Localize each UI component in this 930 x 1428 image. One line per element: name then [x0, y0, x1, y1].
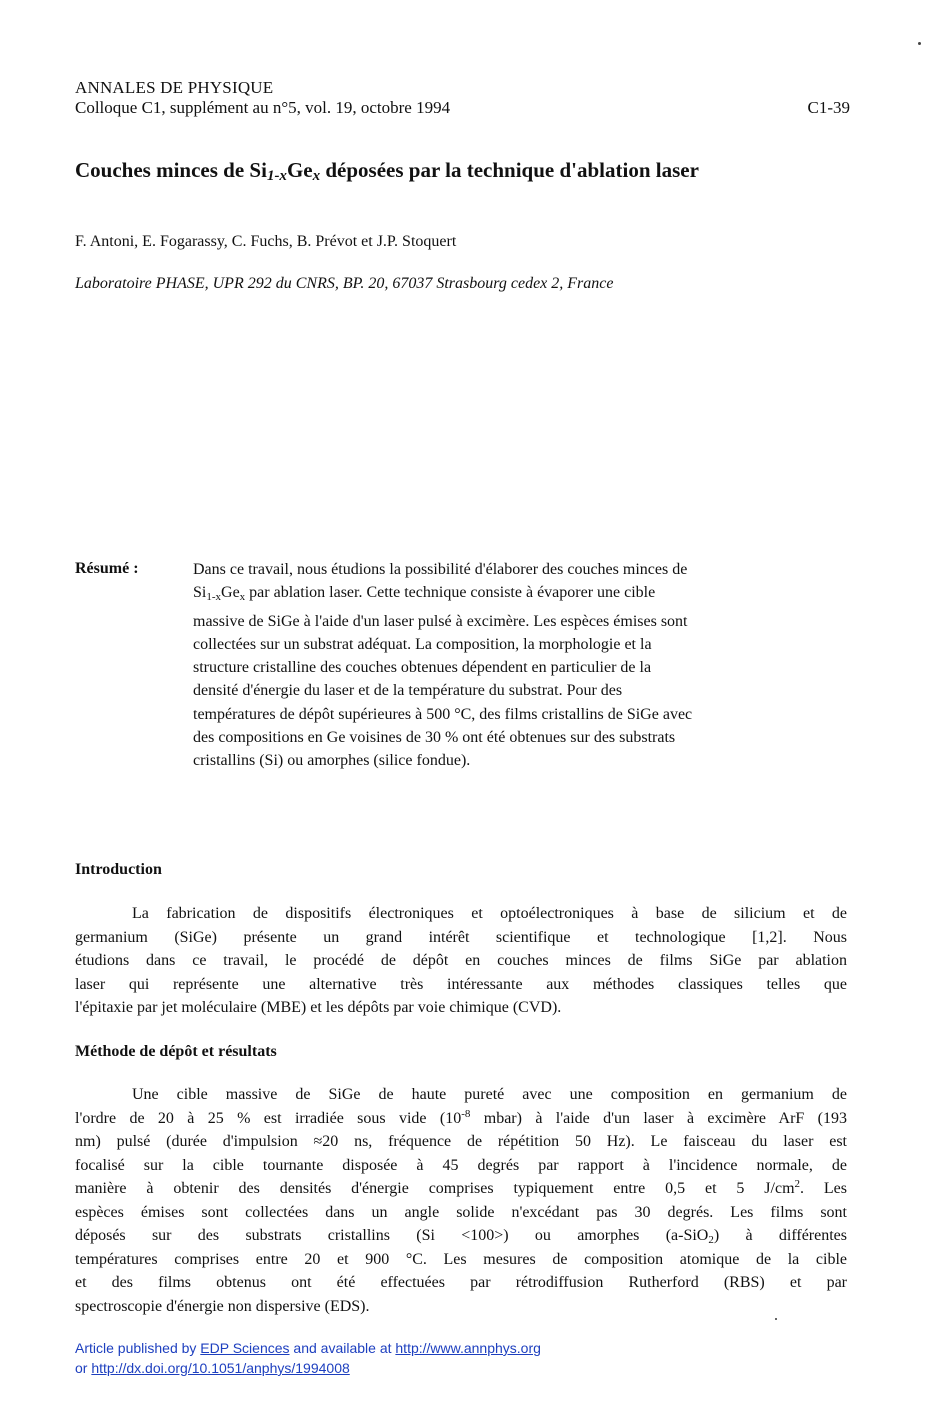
footer-line-2	[75, 1358, 541, 1378]
line-part: déposés sur des substrats cristallins (Si <100>) ou amorphes (a-SiO	[75, 1227, 709, 1244]
title-part-si: Couches minces de Si	[75, 158, 267, 182]
paper-title	[75, 158, 855, 189]
publication-footer	[75, 1338, 541, 1378]
page-number: C1-39	[807, 98, 850, 117]
abstract-line: des compositions en Ge voisines de 30 % ont été obtenues sur des substrats	[193, 729, 676, 747]
abstract-line: collectées sur un substrat adéquat. La composition, la morphologie et la	[193, 635, 652, 653]
doi-link[interactable]: http://dx.doi.org/10.1051/anphys/1994008	[91, 1360, 350, 1376]
paragraph-line: La fabrication de dispositifs électroniques et optoélectroniques à base de silicium et de	[132, 905, 847, 922]
paragraph-line	[75, 1177, 847, 1201]
paragraph-line: étudions dans ce travail, le procédé de dépôt en couches minces de films SiGe par ablation	[75, 952, 847, 969]
affiliation: Laboratoire PHASE, UPR 292 du CNRS, BP. 20, 67037 Strasbourg cedex 2, France	[75, 275, 614, 292]
introduction-heading: Introduction	[75, 861, 162, 878]
abstract-si: Si	[193, 584, 207, 602]
abstract-body	[193, 558, 838, 773]
abstract-line: cristallins (Si) ou amorphes (silice fondue).	[193, 752, 471, 770]
methode-paragraph	[75, 1083, 847, 1318]
paragraph-line: nm) pulsé (durée d'impulsion ≈20 ns, fréquence de répétition 50 Hz). Le faisceau du laser est	[75, 1133, 847, 1150]
edp-sciences-link[interactable]: EDP Sciences	[200, 1340, 290, 1356]
abstract-subscript-1: 1-x	[206, 591, 222, 604]
abstract-line	[193, 581, 838, 609]
paragraph-line	[75, 1224, 847, 1248]
footer-line-1	[75, 1338, 541, 1358]
paragraph-line: spectroscopie d'énergie non dispersive (EDS).	[75, 1297, 370, 1315]
title-part-rest: déposées par la technique d'ablation laser	[320, 158, 699, 182]
abstract-ge: Ge	[221, 584, 240, 602]
line-part: manière à obtenir des densités d'énergie comprises typiquement entre 0,5 et 5 J/cm	[75, 1180, 795, 1197]
journal-name: ANNALES DE PHYSIQUE	[75, 78, 274, 97]
paragraph-line: laser qui représente une alternative très intéressante aux méthodes classiques telles que	[75, 975, 847, 993]
superscript: -8	[461, 1107, 471, 1120]
footer-text: and available at	[289, 1340, 396, 1356]
paragraph-line: températures comprises entre 20 et 900 °C. Les mesures de composition atomique de la cible	[75, 1250, 847, 1268]
paragraph-line: espèces émises sont collectées dans un angle solide n'excédant pas 30 degrés. Les films sont	[75, 1203, 847, 1221]
abstract-subscript-2: x	[239, 591, 246, 604]
colloque-line: Colloque C1, supplément au n°5, vol. 19, octobre 1994	[75, 98, 451, 117]
page-speck	[775, 1318, 777, 1320]
abstract-line-rest: par ablation laser. Cette technique consiste à évaporer une cible	[245, 584, 656, 602]
line-part: ) à différentes	[713, 1227, 848, 1244]
abstract-line: températures de dépôt supérieures à 500 °C, des films cristallins de SiGe avec	[193, 705, 693, 723]
paragraph-line	[75, 1107, 847, 1131]
paragraph-line: germanium (SiGe) présente un grand intérêt scientifique et technologique [1,2]. Nous	[75, 928, 847, 946]
subscript: 2	[708, 1234, 714, 1246]
abstract-line: densité d'énergie du laser et de la température du substrat. Pour des	[193, 682, 623, 700]
paragraph-line: Une cible massive de SiGe de haute pureté avec une composition en germanium de	[132, 1086, 847, 1103]
title-subscript-1: 1-x	[266, 168, 287, 184]
line-part: l'ordre de 20 à 25 % est irradiée sous vide (10	[75, 1109, 462, 1127]
abstract-label: Résumé :	[75, 560, 139, 577]
line-part: mbar) à l'aide d'un laser à excimère ArF (193	[470, 1109, 847, 1127]
annphys-link[interactable]: http://www.annphys.org	[395, 1340, 541, 1356]
paragraph-line: focalisé sur la cible tournante disposée à 45 degrés par rapport à l'incidence normale, de	[75, 1156, 847, 1174]
paragraph-line: et des films obtenus ont été effectuées par rétrodiffusion Rutherford (RBS) et par	[75, 1274, 847, 1291]
footer-text: Article published by	[75, 1340, 201, 1356]
title-subscript-2: x	[312, 168, 321, 184]
line-part: . Les	[800, 1180, 848, 1197]
superscript: 2	[794, 1178, 801, 1190]
page-corner-mark	[918, 42, 921, 45]
footer-text: or	[75, 1360, 92, 1376]
abstract-line: massive de SiGe à l'aide d'un laser pulsé à excimère. Les espèces émises sont	[193, 612, 688, 630]
abstract-line: structure cristalline des couches obtenues dépendent en particulier de la	[193, 659, 652, 677]
abstract-line: Dans ce travail, nous étudions la possibilité d'élaborer des couches minces de	[193, 561, 688, 578]
author-list: F. Antoni, E. Fogarassy, C. Fuchs, B. Prévot et J.P. Stoquert	[75, 233, 457, 250]
title-part-ge: Ge	[286, 158, 313, 182]
paragraph-line: l'épitaxie par jet moléculaire (MBE) et les dépôts par voie chimique (CVD).	[75, 999, 562, 1016]
methode-heading: Méthode de dépôt et résultats	[75, 1043, 277, 1060]
introduction-paragraph	[75, 902, 847, 1020]
